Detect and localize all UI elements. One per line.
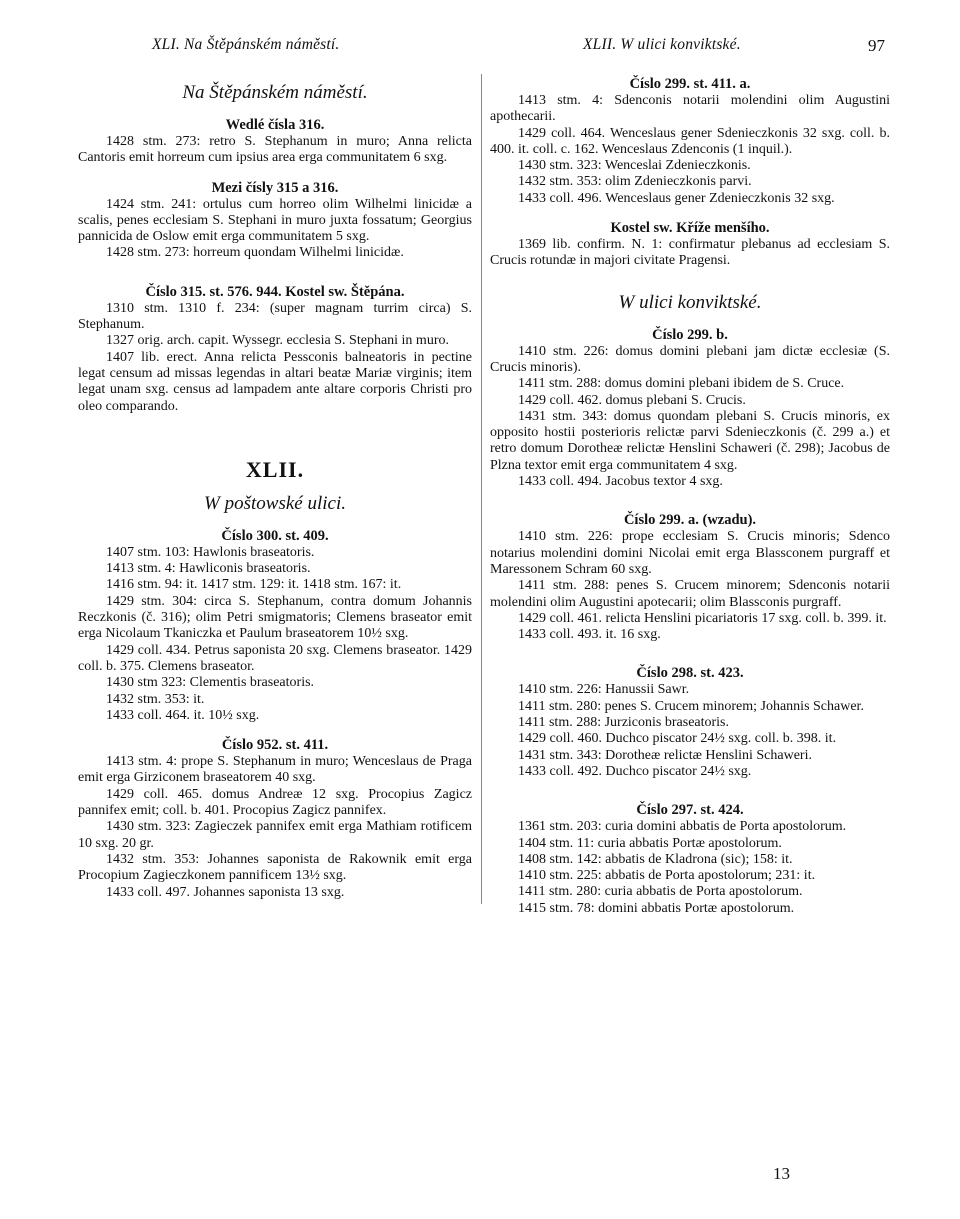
entry-paragraph: 1407 stm. 103: Hawlonis braseatoris. [106,544,315,560]
street-title: W ulici konviktské. [618,291,762,313]
right-column [490,76,890,917]
house-heading: Číslo 315. st. 576. 944. Kostel sw. Štěpána. [145,283,405,300]
entry-paragraph: 1415 stm. 78: domini abbatis Portæ apostolorum. [518,900,795,916]
entry-paragraph: 1429 coll. 462. domus plebani S. Crucis. [518,392,746,408]
entry-paragraph: 1411 stm. 280: curia abbatis de Porta apostolorum. [518,884,803,900]
house-heading: Wedlé čísla 316. [225,117,325,133]
chapter-number: XLII. [245,456,305,482]
entry-paragraph: 1404 stm. 11: curia abbatis Portæ apostolorum. [518,835,782,851]
entry-paragraph: 1433 coll. 493. it. 16 sxg. [518,627,661,643]
entry-paragraph: 1429 coll. 465. domus Andreæ 12 sxg. Procopius Zagicz pannifex emit; coll. b. 401. Procopius Zagicz pannifex. [78,786,472,819]
entry-paragraph: 1413 stm. 4: Hawliconis braseatoris. [106,561,311,577]
entry-paragraph: 1424 stm. 241: ortulus cum horreo olim Wilhelmi linicidæ a scalis, penes ecclesiam S. Stephani in muro juxta fossatum; Georgius pannicida de Oslow emit erga communitatem 5 sxg. [78,196,472,245]
left-column [78,76,472,901]
entry-paragraph: 1429 coll. 464. Wenceslaus gener Sdenieczkonis 32 sxg. coll. b. 400. it. coll. c. 162. Wenceslaus Zdenconis (1 inquil.). [490,125,890,157]
entry-paragraph: 1416 stm. 94: it. 1417 stm. 129: it. 1418 stm. 167: it. [106,577,402,593]
entry-paragraph: 1428 stm. 273: horreum quondam Wilhelmi linicidæ. [106,245,404,261]
entry-paragraph: 1432 stm. 353: it. [106,691,205,707]
entry-paragraph: 1430 stm. 323: Zagieczek pannifex emit erga Mathiam rotificem 10 sxg. 20 gr. [78,819,472,851]
entry-paragraph: 1411 stm. 288: penes S. Crucem minorem; Sdenconis notarii molendini olim Augustini apotecarii; olim Blassconis purgraff. [490,578,890,610]
house-heading: Číslo 298. st. 423. [636,665,744,682]
entry-paragraph: 1411 stm. 280: penes S. Crucem minorem; Johannis Schawer. [518,698,864,714]
house-heading: Kostel sw. Kříže menšího. [610,220,770,237]
house-heading: Číslo 297. st. 424. [636,802,744,819]
entry-paragraph: 1410 stm. 225: abbatis de Porta apostolorum; 231: it. [518,868,816,884]
house-heading: Číslo 300. st. 409. [221,527,329,544]
entry-paragraph: 1408 stm. 142: abbatis de Kladrona (sic); 158: it. [518,851,793,867]
entry-paragraph: 1433 coll. 497. Johannes saponista 13 sxg. [106,884,345,900]
entry-paragraph: 1410 stm. 226: Hanussii Sawr. [518,682,690,698]
street-title: Na Štěpánském náměstí. [182,82,368,103]
signature-mark: 13 [773,1164,790,1183]
running-head-right: XLII. W ulici konviktské. [583,36,741,53]
entry-paragraph: 1431 stm. 343: domus quondam plebani S. Crucis minoris, ex opposito hostii posterioris relictæ parvi Sdenieczkonis (č. 299 a.) et retro domum Dorotheæ relictæ Henslini Schaweri (č. 298); Jacobus de Plzna textor emit erga communitatem 4 sxg. [490,408,890,473]
entry-paragraph: 1429 coll. 434. Petrus saponista 20 sxg. Clemens braseator. 1429 coll. b. 375. Clemens braseator. [78,642,472,674]
house-heading: Číslo 299. st. 411. a. [629,76,751,92]
house-heading: Mezi čísly 315 a 316. [211,179,339,196]
entry-paragraph: 1413 stm. 4: Sdenconis notarii molendini olim Augustini apothecarii. [490,93,890,125]
entry-paragraph: 1369 lib. confirm. N. 1: confirmatur plebanus ad ecclesiam S. Crucis rotundæ in majori civitate Pragensi. [490,237,890,269]
entry-paragraph: 1428 stm. 273: retro S. Stephanum in muro; Anna relicta Cantoris emit horreum cum ipsius area erga communitatem 6 sxg. [78,134,472,166]
entry-paragraph: 1361 stm. 203: curia domini abbatis de Porta apostolorum. [518,819,847,835]
entry-paragraph: 1433 coll. 492. Duchco piscator 24½ sxg. [518,763,752,779]
column-divider [481,74,482,904]
entry-paragraph: 1433 coll. 494. Jacobus textor 4 sxg. [518,474,723,490]
entry-paragraph: 1411 stm. 288: Jurziconis braseatoris. [518,715,730,731]
entry-paragraph: 1429 coll. 461. relicta Henslini picariatoris 17 sxg. coll. b. 399. it. [518,610,887,626]
entry-paragraph: 1327 orig. arch. capit. Wyssegr. ecclesia S. Stephani in muro. [106,333,449,349]
entry-paragraph: 1432 stm. 353: olim Zdenieczkonis parvi. [518,174,752,190]
entry-paragraph: 1429 coll. 460. Duchco piscator 24½ sxg. coll. b. 398. it. [518,731,837,747]
entry-paragraph: 1413 stm. 4: prope S. Stephanum in muro; Wenceslaus de Praga emit erga Girziconem braseatorem 40 sxg. [78,754,472,786]
entry-paragraph: 1410 stm. 226: domus domini plebani jam dictæ ecclesiæ (S. Crucis minoris). [490,343,890,375]
street-title: W poštowské ulici. [204,492,346,514]
house-heading: Číslo 952. st. 411. [221,737,329,754]
house-heading: Číslo 299. b. [652,326,728,343]
entry-paragraph: 1411 stm. 288: domus domini plebani ibidem de S. Cruce. [518,376,845,392]
entry-paragraph: 1433 coll. 496. Wenceslaus gener Zdenieczkonis 32 sxg. [518,190,835,206]
house-heading: Číslo 299. a. (wzadu). [623,512,757,529]
entry-paragraph: 1433 coll. 464. it. 10½ sxg. [106,707,260,723]
entry-paragraph: 1410 stm. 226: prope ecclesiam S. Crucis minoris; Sdenco notarius molendini domini Nicolai emit erga Blassconem purgraff et Maressonem Schram 60 sxg. [490,529,890,577]
entry-paragraph: 1431 stm. 343: Dorotheæ relictæ Henslini Schaweri. [518,747,812,763]
page-number: 97 [868,36,885,55]
entry-paragraph: 1407 lib. erect. Anna relicta Pessconis balneatoris in pectine legat censum ad missas legendas in altari beatæ Mariæ virginis; item legat unam sxg. census ad lampadem ante altare corporis Christi pro oleo comparando. [78,349,472,414]
entry-paragraph: 1432 stm. 353: Johannes saponista de Rakownik emit erga Procopium Zagieczkonem pannificem 13½ sxg. [78,851,472,884]
entry-paragraph: 1430 stm. 323: Wenceslai Zdenieczkonis. [518,158,751,174]
entry-paragraph: 1430 stm 323: Clementis braseatoris. [106,675,315,691]
entry-paragraph: 1310 stm. 1310 f. 234: (super magnam turrim circa) S. Stephanum. [78,300,472,333]
entry-paragraph: 1429 stm. 304: circa S. Stephanum, contra domum Johannis Reczkonis (č. 316); olim Petri smigmatoris; Clemens braseator emit erga Nicolaum Tkaniczka et Paulum braseatorem 10½ sxg. [78,593,472,642]
running-head-left: XLI. Na Štěpánském náměstí. [152,36,340,53]
